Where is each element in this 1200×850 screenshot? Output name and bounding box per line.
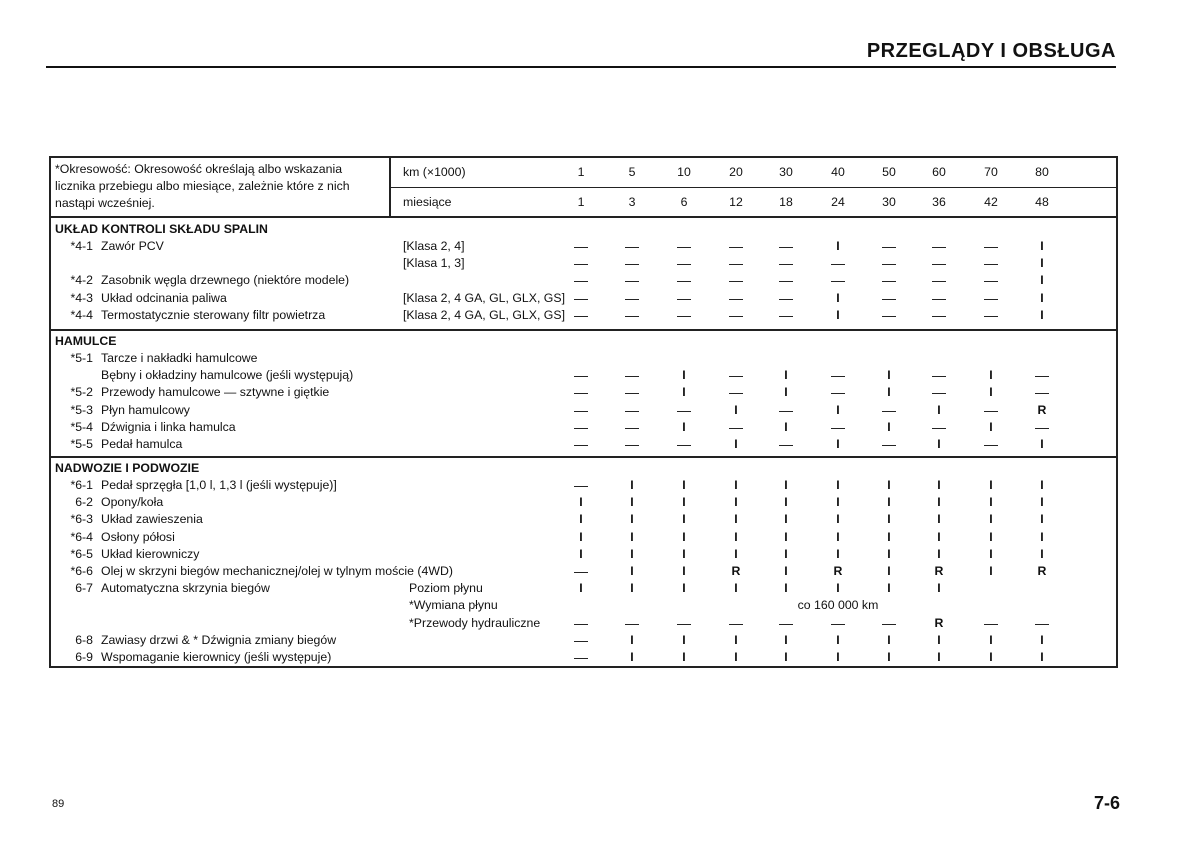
service-mark: I [630, 564, 634, 578]
service-mark: I [836, 529, 840, 544]
item-code: *5-5 [70, 437, 93, 451]
service-mark: I [937, 581, 941, 596]
item-variant: [Klasa 1, 3] [403, 256, 465, 271]
service-mark: I [836, 290, 840, 305]
km-value: 70 [984, 165, 998, 179]
service-mark: I [579, 546, 583, 561]
service-mark: — [729, 272, 743, 289]
service-mark: I [630, 478, 634, 492]
service-mark: — [729, 306, 743, 323]
service-mark: — [574, 367, 588, 384]
service-mark: I [784, 564, 788, 578]
service-mark: — [882, 436, 896, 452]
section-separator [51, 456, 1116, 458]
service-mark: — [729, 384, 743, 401]
section-title: UKŁAD KONTROLI SKŁADU SPALIN [55, 222, 268, 236]
service-mark: — [677, 255, 691, 272]
item-label: Osłony półosi [101, 529, 175, 544]
item-label: Przewody hamulcowe — sztywne i giętkie [101, 385, 330, 400]
km-value: 5 [628, 165, 636, 179]
service-mark: — [574, 436, 588, 452]
item-label: Termostatycznie sterowany filtr powietrza [101, 307, 326, 322]
service-mark: I [836, 239, 840, 253]
item-code: *6-3 [70, 512, 93, 527]
item-label: Pedał hamulca [101, 437, 183, 451]
service-mark: — [574, 289, 588, 306]
months-label: miesiące [403, 195, 452, 209]
service-mark: R [934, 615, 944, 630]
service-mark: — [779, 436, 793, 452]
service-mark: I [734, 581, 738, 596]
item-code: *5-3 [70, 402, 93, 417]
service-mark: — [779, 614, 793, 631]
item-label: Układ kierowniczy [101, 546, 200, 561]
service-mark: I [989, 385, 993, 400]
months-value: 24 [831, 195, 845, 209]
service-mark: I [682, 529, 686, 544]
service-mark: — [625, 367, 639, 384]
service-mark: I [989, 512, 993, 527]
item-variant: Poziom płynu [409, 581, 483, 596]
service-mark: I [937, 512, 941, 527]
item-label: Dźwignia i linka hamulca [101, 419, 236, 434]
service-mark: — [574, 649, 588, 665]
item-label: Wspomaganie kierownicy (jeśli występuje) [101, 650, 332, 664]
service-mark: I [682, 581, 686, 596]
service-mark: — [729, 367, 743, 384]
service-mark: — [729, 255, 743, 272]
service-mark: I [937, 402, 941, 417]
service-mark: R [1037, 402, 1047, 417]
item-code: *4-4 [70, 307, 93, 322]
section-title: NADWOZIE I PODWOZIE [55, 461, 200, 475]
months-value: 12 [729, 195, 743, 209]
service-mark: I [734, 495, 738, 510]
service-mark: I [989, 368, 993, 383]
item-label: Zawiasy drzwi & * Dźwignia zmiany biegów [101, 632, 337, 647]
service-mark: I [784, 512, 788, 527]
service-mark: I [989, 529, 993, 544]
service-mark: I [1040, 290, 1044, 305]
service-mark: — [625, 384, 639, 401]
item-variant: *Wymiana płynu [409, 598, 498, 613]
service-mark: — [932, 367, 946, 384]
service-mark: I [784, 419, 788, 434]
service-mark: I [836, 581, 840, 596]
service-mark: — [729, 418, 743, 435]
item-code: 6-8 [75, 632, 93, 647]
months-value: 30 [882, 195, 896, 209]
service-mark: — [729, 289, 743, 306]
service-mark: I [682, 385, 686, 400]
item-label: Zawór PCV [101, 239, 164, 253]
service-mark: — [625, 436, 639, 452]
service-mark: I [937, 546, 941, 561]
service-mark: I [784, 495, 788, 510]
service-mark: I [887, 650, 891, 664]
service-mark: — [574, 563, 588, 579]
service-mark: I [630, 529, 634, 544]
service-mark: — [882, 401, 896, 418]
service-mark: — [882, 238, 896, 254]
item-code: *5-4 [70, 419, 93, 434]
service-mark: — [779, 255, 793, 272]
section-title: HAMULCE [55, 334, 117, 348]
service-mark: I [630, 581, 634, 596]
service-mark: I [989, 546, 993, 561]
service-mark: — [882, 614, 896, 631]
km-value: 1 [577, 165, 585, 179]
months-value: 36 [932, 195, 946, 209]
service-mark: I [836, 632, 840, 647]
service-mark: I [937, 529, 941, 544]
km-value: 20 [729, 165, 743, 179]
service-mark: — [1035, 384, 1049, 401]
service-mark: I [836, 307, 840, 322]
service-mark: — [625, 401, 639, 418]
service-mark: — [729, 614, 743, 631]
service-mark: I [630, 632, 634, 647]
item-code: *5-2 [70, 385, 93, 400]
service-mark: R [833, 564, 843, 578]
service-mark: I [1040, 256, 1044, 271]
service-mark: — [677, 614, 691, 631]
item-code: 6-7 [75, 581, 93, 596]
service-mark: — [729, 238, 743, 254]
service-mark: — [625, 614, 639, 631]
km-value: 50 [882, 165, 896, 179]
service-mark: — [984, 306, 998, 323]
service-mark: — [984, 289, 998, 306]
service-mark: I [1040, 478, 1044, 492]
service-mark: — [1035, 367, 1049, 384]
service-mark: I [887, 564, 891, 578]
service-mark: — [984, 272, 998, 289]
service-mark: — [779, 272, 793, 289]
service-mark: — [625, 255, 639, 272]
service-mark: I [734, 546, 738, 561]
service-mark: — [574, 401, 588, 418]
section-separator [51, 329, 1116, 331]
service-mark: R [731, 564, 741, 578]
service-mark: I [734, 650, 738, 664]
service-mark: I [887, 632, 891, 647]
service-mark: I [630, 495, 634, 510]
service-mark: I [937, 632, 941, 647]
km-value: 60 [932, 165, 946, 179]
service-mark: — [984, 238, 998, 254]
service-mark: — [831, 384, 845, 401]
service-mark: — [932, 384, 946, 401]
service-mark: — [831, 418, 845, 435]
km-value: 40 [831, 165, 845, 179]
service-mark: I [579, 512, 583, 527]
service-mark: I [734, 529, 738, 544]
item-label: Układ odcinania paliwa [101, 290, 227, 305]
service-mark: I [682, 419, 686, 434]
km-value: 80 [1035, 165, 1049, 179]
item-label: Tarcze i nakładki hamulcowe [101, 351, 258, 365]
interval-note-span: co 160 000 km [797, 598, 879, 613]
service-mark: — [779, 401, 793, 418]
service-mark: — [882, 306, 896, 323]
item-label: Pedał sprzęgła [1,0 l, 1,3 l (jeśli występuje)] [101, 478, 337, 492]
km-value: 30 [779, 165, 793, 179]
service-mark: — [574, 255, 588, 272]
service-mark: I [937, 437, 941, 451]
service-mark: — [625, 306, 639, 323]
service-mark: — [574, 614, 588, 631]
service-mark: I [682, 546, 686, 561]
item-code: *4-3 [70, 290, 93, 305]
item-variant: [Klasa 2, 4] [403, 239, 465, 253]
service-mark: I [937, 495, 941, 510]
item-code: *5-1 [70, 351, 93, 365]
item-code: 6-2 [75, 495, 93, 510]
item-label: Układ zawieszenia [101, 512, 203, 527]
service-mark: — [932, 272, 946, 289]
service-mark: — [677, 272, 691, 289]
item-label: Płyn hamulcowy [101, 402, 190, 417]
service-mark: I [937, 478, 941, 492]
item-code: 6-9 [75, 650, 93, 664]
service-mark: — [779, 306, 793, 323]
service-mark: I [784, 546, 788, 561]
service-mark: R [934, 564, 944, 578]
service-mark: — [831, 272, 845, 289]
service-mark: I [836, 402, 840, 417]
service-mark: I [682, 495, 686, 510]
service-mark: I [836, 512, 840, 527]
item-code: *6-5 [70, 546, 93, 561]
service-mark: I [989, 478, 993, 492]
page-title: PRZEGLĄDY I OBSŁUGA [866, 40, 1116, 62]
item-variant: [Klasa 2, 4 GA, GL, GLX, GS] [403, 290, 565, 305]
service-mark: — [677, 436, 691, 452]
item-code: *6-6 [70, 564, 93, 578]
service-mark: — [574, 631, 588, 648]
service-mark: — [932, 255, 946, 272]
service-mark: I [887, 581, 891, 596]
service-mark: I [682, 564, 686, 578]
service-mark: — [625, 418, 639, 435]
service-mark: I [887, 512, 891, 527]
service-mark: I [989, 564, 993, 578]
service-mark: — [1035, 614, 1049, 631]
service-mark: I [1040, 437, 1044, 451]
service-mark: I [784, 368, 788, 383]
maintenance-schedule-table [49, 156, 1118, 668]
service-mark: — [574, 272, 588, 289]
months-value: 48 [1035, 195, 1049, 209]
service-mark: — [574, 238, 588, 254]
service-mark: I [682, 368, 686, 383]
item-variant: [Klasa 2, 4 GA, GL, GLX, GS] [403, 307, 565, 322]
months-value: 18 [779, 195, 793, 209]
service-mark: I [836, 546, 840, 561]
service-mark: I [1040, 512, 1044, 527]
service-mark: — [932, 289, 946, 306]
service-mark: — [574, 306, 588, 323]
item-label: Opony/koła [101, 495, 164, 510]
service-mark: I [887, 495, 891, 510]
service-mark: I [784, 385, 788, 400]
service-mark: I [887, 368, 891, 383]
item-code: *6-1 [70, 478, 93, 492]
service-mark: — [574, 384, 588, 401]
service-mark: — [984, 255, 998, 272]
service-mark: — [625, 238, 639, 254]
service-mark: I [887, 419, 891, 434]
service-mark: — [625, 272, 639, 289]
service-mark: I [887, 529, 891, 544]
service-mark: I [1040, 529, 1044, 544]
service-mark: I [836, 650, 840, 664]
service-mark: I [784, 529, 788, 544]
service-mark: I [630, 512, 634, 527]
service-mark: — [677, 238, 691, 254]
service-mark: — [984, 436, 998, 452]
service-mark: I [630, 546, 634, 561]
service-mark: — [625, 289, 639, 306]
service-mark: — [831, 255, 845, 272]
service-mark: I [682, 632, 686, 647]
item-code: *4-1 [70, 239, 93, 253]
service-mark: — [1035, 418, 1049, 435]
item-label: Automatyczna skrzynia biegów [101, 581, 270, 596]
service-mark: I [734, 437, 738, 451]
km-label: km (×1000) [403, 165, 466, 179]
item-label: Bębny i okładziny hamulcowe (jeśli występują) [101, 368, 354, 383]
service-mark: I [682, 650, 686, 664]
item-code: *6-4 [70, 529, 93, 544]
service-mark: I [989, 632, 993, 647]
service-mark: I [579, 495, 583, 510]
service-mark: I [989, 650, 993, 664]
service-mark: — [932, 418, 946, 435]
interval-note: *Okresowość: Okresowość określają albo wskazania licznika przebiegu albo miesiące, zależnie które z nich nastąpi wcześniej. [55, 162, 350, 210]
item-label: Zasobnik węgla drzewnego (niektóre modele) [101, 273, 350, 288]
service-mark: — [831, 367, 845, 384]
service-mark: — [574, 418, 588, 435]
service-mark: — [932, 306, 946, 323]
service-mark: I [989, 419, 993, 434]
service-mark: I [836, 478, 840, 492]
service-mark: I [784, 581, 788, 596]
header-row-separator [391, 187, 1118, 188]
service-mark: — [779, 289, 793, 306]
months-value: 6 [680, 195, 688, 209]
service-mark: — [831, 614, 845, 631]
service-mark: I [1040, 632, 1044, 647]
service-mark: I [579, 529, 583, 544]
service-mark: I [887, 478, 891, 492]
service-mark: I [734, 512, 738, 527]
service-mark: I [784, 478, 788, 492]
service-mark: I [682, 512, 686, 527]
service-mark: — [882, 289, 896, 306]
service-mark: I [1040, 546, 1044, 561]
page-reference: 7-6 [1093, 793, 1120, 813]
page-number: 89 [52, 798, 65, 810]
service-mark: I [734, 478, 738, 492]
service-mark: — [677, 306, 691, 323]
service-mark: I [1040, 273, 1044, 288]
service-mark: I [937, 650, 941, 664]
service-mark: I [836, 495, 840, 510]
service-mark: I [989, 495, 993, 510]
service-mark: I [1040, 239, 1044, 253]
service-mark: — [677, 289, 691, 306]
service-mark: — [882, 272, 896, 289]
service-mark: — [932, 238, 946, 254]
title-divider [46, 66, 1116, 68]
service-mark: — [882, 255, 896, 272]
service-mark: I [734, 632, 738, 647]
months-value: 3 [628, 195, 636, 209]
header-separator [51, 216, 1116, 218]
service-mark: — [677, 401, 691, 418]
service-mark: I [887, 385, 891, 400]
service-mark: — [984, 401, 998, 418]
service-mark: — [574, 477, 588, 493]
service-mark: I [1040, 307, 1044, 322]
item-code: *4-2 [70, 273, 93, 288]
months-value: 1 [577, 195, 585, 209]
item-label: Olej w skrzyni biegów mechanicznej/olej w tylnym moście (4WD) [101, 564, 453, 578]
service-mark: I [630, 650, 634, 664]
service-mark: I [682, 478, 686, 492]
service-mark: I [887, 546, 891, 561]
service-mark: I [836, 437, 840, 451]
service-mark: I [784, 632, 788, 647]
service-mark: I [1040, 495, 1044, 510]
service-mark: I [784, 650, 788, 664]
months-value: 42 [984, 195, 998, 209]
service-mark: R [1037, 564, 1047, 578]
km-value: 10 [677, 165, 691, 179]
service-mark: — [779, 238, 793, 254]
service-mark: I [734, 402, 738, 417]
service-mark: I [1040, 650, 1044, 664]
service-mark: — [984, 614, 998, 631]
item-variant: *Przewody hydrauliczne [409, 615, 541, 630]
service-mark: I [579, 581, 583, 596]
